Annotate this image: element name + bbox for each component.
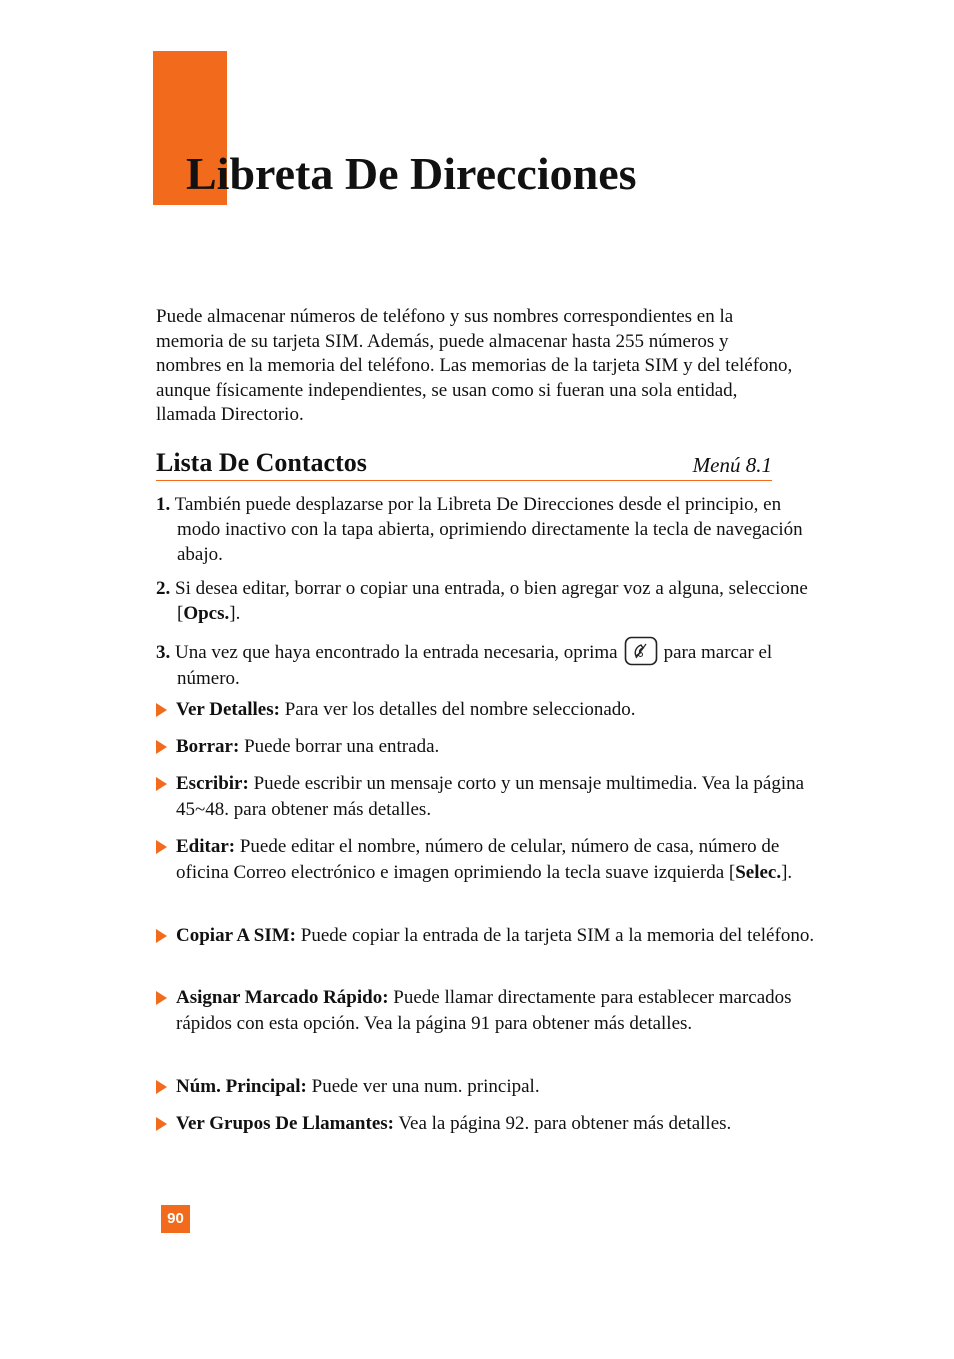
option-label: Ver Grupos De Llamantes: (176, 1113, 394, 1134)
page-number: 90 (161, 1205, 190, 1233)
option-text-end: ]. (781, 862, 793, 883)
option-editar (156, 834, 816, 886)
arrow-bullet-icon (156, 740, 167, 754)
option-text: Para ver los detalles del nombre seleccionado. (279, 699, 636, 720)
option-text: Puede editar el nombre, número de celular, número de casa, número de oficina Correo electrónico e imagen oprimiendo la tecla suave izquierda [ (176, 836, 780, 883)
step-number: 1. (156, 494, 171, 515)
option-text: Puede copiar la entrada de la tarjeta SIM a la memoria del teléfono. (296, 925, 815, 946)
arrow-bullet-icon (156, 840, 167, 854)
step-text: Si desea editar, borrar o copiar una entrada, o bien agregar voz a alguna, seleccione [ (175, 578, 808, 624)
softkey-label: Opcs. (183, 603, 230, 624)
option-label: Asignar Marcado Rápido: (176, 987, 389, 1008)
option-label: Copiar A SIM: (176, 925, 297, 946)
step-3 (156, 636, 817, 691)
option-text: Puede llamar directamente para establecer marcados rápidos con esta opción. Vea la página 91 para obtener más detalles. (176, 987, 792, 1034)
arrow-bullet-icon (156, 1117, 167, 1131)
option-ver-detalles (156, 697, 816, 722)
arrow-bullet-icon (156, 991, 167, 1005)
option-text: Puede borrar una entrada. (239, 736, 440, 757)
menu-reference: Menú 8.1 (692, 453, 772, 477)
step-text: Una vez que haya encontrado la entrada necesaria, oprima (175, 642, 618, 663)
option-label: Ver Detalles: (176, 699, 280, 720)
step-1 (156, 492, 817, 567)
step-text: También puede desplazarse por la Libreta De Direcciones desde el principio, en modo inactivo con la tapa abierta, oprimiendo directamente la tecla de navegación abajo. (174, 494, 803, 565)
option-asignar-marcado-rapido (156, 985, 816, 1037)
step-text-end: ]. (229, 603, 241, 624)
section-header (156, 447, 772, 481)
option-label: Editar: (176, 836, 236, 857)
option-borrar (156, 734, 816, 759)
intro-paragraph: Puede almacenar números de teléfono y sus nombres correspondientes en la memoria de su tarjeta SIM. Además, puede almacenar hasta 255 números y nombres en la memoria del teléfono. Las memorias de la tarjeta SIM y del teléfono, aunque físicamente independientes, se usan como si fueran una sola entidad, llamada Directorio. (156, 306, 793, 425)
step-number: 2. (156, 578, 171, 599)
option-label: Núm. Principal: (176, 1076, 307, 1097)
option-ver-grupos-de-llamantes (156, 1111, 816, 1137)
arrow-bullet-icon (156, 929, 167, 943)
arrow-bullet-icon (156, 703, 167, 717)
option-num-principal (156, 1074, 816, 1099)
section-title: Lista De Contactos (156, 448, 367, 477)
option-text: Vea la página 92. para obtener más detalles. (393, 1113, 732, 1134)
page-title: Libreta De Direcciones (186, 148, 637, 199)
option-copiar-a-sim (156, 923, 816, 949)
step-text-end: para marcar el número. (177, 642, 773, 689)
option-label: Escribir: (176, 773, 249, 794)
option-text: Puede ver una num. principal. (306, 1076, 540, 1097)
arrow-bullet-icon (156, 777, 167, 791)
option-escribir (156, 771, 816, 823)
option-label: Borrar: (176, 736, 240, 757)
step-number: 3. (156, 642, 171, 663)
option-text: Puede escribir un mensaje corto y un mensaje multimedia. Vea la página 45~48. para obtener más detalles. (176, 773, 805, 820)
arrow-bullet-icon (156, 1080, 167, 1094)
step-2 (156, 576, 817, 626)
softkey-label: Selec. (735, 862, 782, 883)
send-key-icon (624, 636, 658, 666)
